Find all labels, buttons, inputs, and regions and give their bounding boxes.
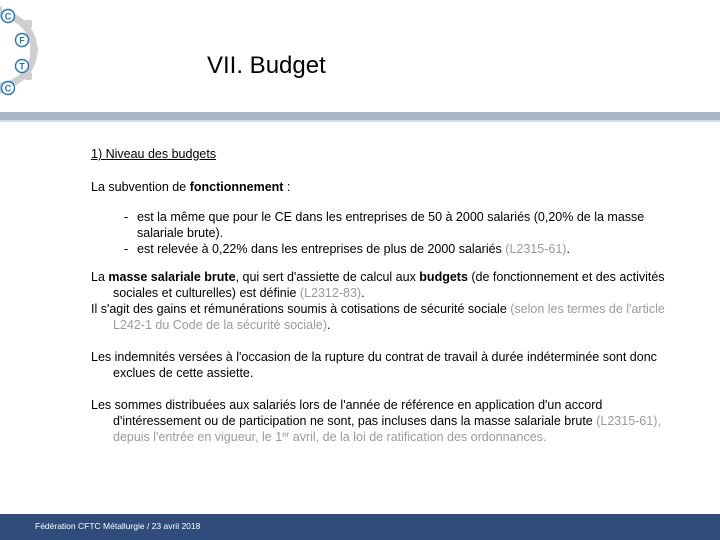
section-heading: 1) Niveau des budgets	[91, 147, 217, 161]
legal-reference: (selon les termes de l'article L242-1 du Code de la sécurité sociale)	[113, 302, 665, 332]
text: .	[361, 286, 365, 300]
intro-prefix: La subvention de	[91, 180, 190, 194]
spacer	[91, 381, 681, 397]
cftc-logo	[0, 0, 40, 100]
bold-text: masse salariale brute	[108, 270, 236, 284]
text: , qui sert d'assiette de calcul aux	[235, 270, 420, 284]
text: La	[91, 270, 109, 284]
bold-text: budgets	[419, 270, 468, 284]
logo-letter: T	[19, 61, 25, 72]
spacer	[91, 333, 681, 349]
footer-bar	[0, 514, 720, 540]
intro-bold: fonctionnement	[189, 180, 284, 194]
bullet-text: est la même que pour le CE dans les entreprises de 50 à 2000 salariés (0,20% de la masse salariale brute).	[137, 210, 645, 240]
bullet-end: .	[566, 242, 570, 256]
paragraph-cotisations	[91, 301, 681, 333]
legal-reference: (L2315-61), depuis l'entrée en vigueur, le 1	[113, 414, 661, 444]
logo-letter: C	[4, 11, 12, 22]
logo-letter: C	[4, 83, 12, 94]
text: Les sommes distribuées aux salariés lors de l'année de référence en application d'un accord d'intéressement ou de participation ne sont, pas incluses dans la masse salariale brute	[91, 398, 603, 428]
bullet-list	[91, 209, 681, 257]
bullet-text: est relevée à 0,22% dans les entreprises de plus de 2000 salariés	[137, 242, 506, 256]
text: .	[327, 318, 331, 332]
title-divider	[0, 112, 720, 120]
text: (de fonctionnement et des activités sociales et culturelles) est définie	[113, 270, 665, 300]
legal-reference: (L2312-83)	[299, 286, 362, 300]
paragraph-indemnites: Les indemnités versées à l'occasion de la rupture du contrat de travail à durée indéterminée sont donc exclues de cette assiette.	[91, 350, 657, 380]
paragraph-sommes	[91, 397, 681, 445]
bullet-item	[137, 209, 681, 241]
paragraph-masse-salariale	[91, 269, 681, 301]
superscript: er	[282, 430, 290, 439]
footer-text: Fédération CFTC Métallurgie / 23 avril 2018	[35, 521, 201, 531]
bullet-item	[137, 241, 681, 257]
text: Il s'agit des gains et rémunérations soumis à cotisations de sécurité sociale	[91, 302, 511, 316]
intro-suffix: :	[283, 180, 291, 194]
legal-reference: avril, de la loi de ratification des ordonnances.	[289, 430, 547, 444]
legal-reference: (L2315-61)	[505, 242, 567, 256]
slide-title: VII. Budget	[207, 52, 326, 79]
title-divider-shadow	[0, 120, 720, 122]
intro-paragraph	[91, 179, 681, 195]
slide-body	[91, 146, 681, 445]
logo-letter: F	[19, 35, 25, 46]
